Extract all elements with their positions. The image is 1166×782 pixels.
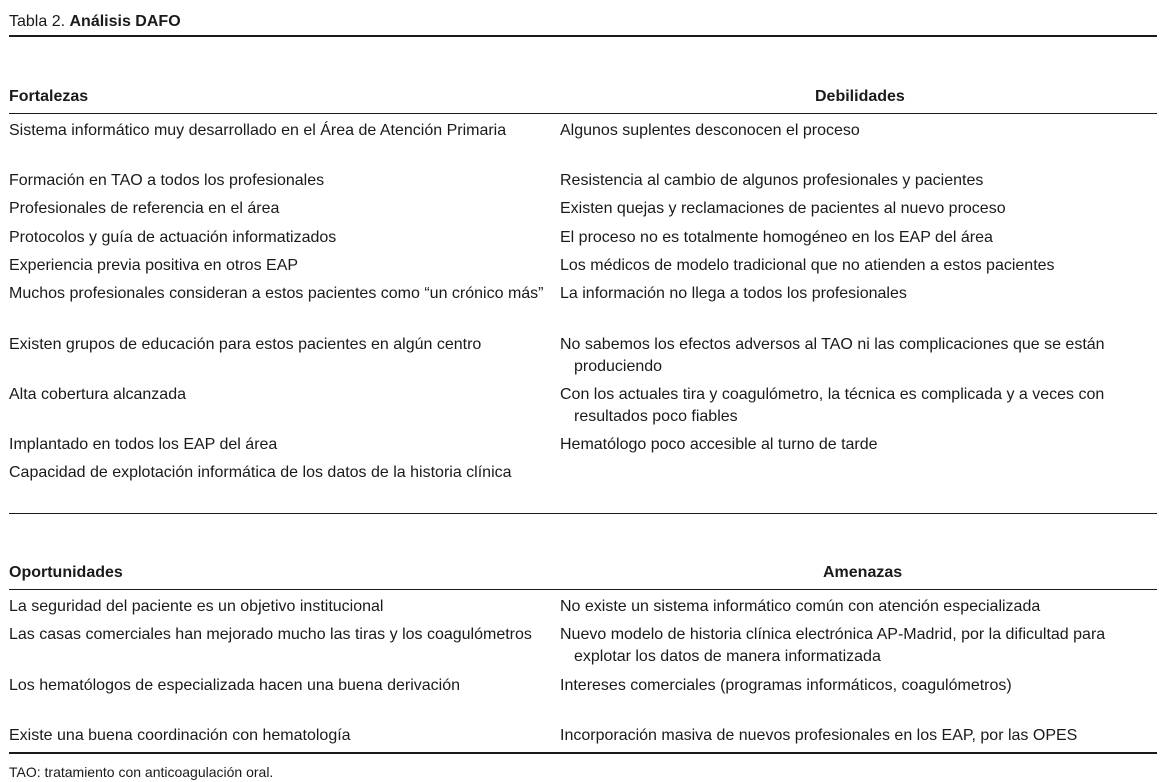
weakness-cell: Los médicos de modelo tradicional que no atienden a estos pacientes	[560, 257, 1055, 274]
table-row	[9, 384, 1157, 434]
strength-cell: Experiencia previa positiva en otros EAP	[9, 257, 299, 274]
header-amenazas: Amenazas	[823, 564, 903, 581]
opportunity-cell: Las casas comerciales han mejorado mucho las tiras y los coagulómetros	[9, 626, 532, 643]
strength-cell: Muchos profesionales consideran a estos pacientes como “un crónico más”	[9, 285, 544, 302]
header-debilidades: Debilidades	[815, 88, 905, 105]
opportunity-cell: Existe una buena coordinación con hematología	[9, 727, 351, 744]
table-caption	[9, 12, 181, 32]
top-rule	[9, 35, 1157, 37]
table-row	[9, 596, 1157, 624]
strength-cell: Profesionales de referencia en el área	[9, 200, 280, 217]
section2-rows	[9, 596, 1157, 751]
table-row	[9, 624, 1157, 675]
table-row	[9, 170, 1157, 198]
weakness-cell: Existen quejas y reclamaciones de pacientes al nuevo proceso	[560, 200, 1006, 217]
opportunity-cell: La seguridad del paciente es un objetivo institucional	[9, 598, 384, 615]
header-fortalezas: Fortalezas	[9, 88, 89, 105]
section1-header-rule	[9, 113, 1157, 114]
table-row	[9, 725, 1157, 751]
table-row	[9, 255, 1157, 283]
weakness-cell	[560, 462, 1157, 506]
table-row	[9, 227, 1157, 255]
weakness-cell: Resistencia al cambio de algunos profesionales y pacientes	[560, 172, 984, 189]
table-row	[9, 434, 1157, 462]
footnote: TAO: tratamiento con anticoagulación oral.	[9, 764, 274, 780]
table-row	[9, 334, 1157, 384]
header-oportunidades: Oportunidades	[9, 564, 123, 581]
table-row	[9, 198, 1157, 227]
strength-cell: Capacidad de explotación informática de los datos de la historia clínica	[9, 464, 512, 481]
opportunity-cell: Los hematólogos de especializada hacen una buena derivación	[9, 677, 460, 694]
weakness-cell: El proceso no es totalmente homogéneo en los EAP del área	[560, 229, 993, 246]
weakness-cell: Hematólogo poco accesible al turno de tarde	[560, 436, 878, 453]
weakness-cell: No sabemos los efectos adversos al TAO ni las complicaciones que se están produciendo	[560, 336, 1105, 375]
strength-cell: Implantado en todos los EAP del área	[9, 436, 278, 453]
weakness-cell: Algunos suplentes desconocen el proceso	[560, 122, 860, 139]
threat-cell: Intereses comerciales (programas informáticos, coagulómetros)	[560, 677, 1012, 694]
strength-cell: Protocolos y guía de actuación informatizados	[9, 229, 337, 246]
table-row	[9, 462, 1157, 506]
threat-cell: Nuevo modelo de historia clínica electrónica AP-Madrid, por la dificultad para explotar los datos de manera informatizada	[560, 626, 1106, 665]
section2-header-rule	[9, 589, 1157, 590]
weakness-cell: La información no llega a todos los profesionales	[560, 285, 907, 302]
section1-bottom-rule	[9, 513, 1157, 514]
dafo-table-figure	[9, 0, 1157, 782]
caption-title: Análisis DAFO	[69, 13, 181, 30]
strength-cell: Sistema informático muy desarrollado en el Área de Atención Primaria	[9, 122, 507, 139]
table-row	[9, 675, 1157, 725]
threat-cell: Incorporación masiva de nuevos profesionales en los EAP, por las OPES	[560, 727, 1078, 744]
strength-cell: Existen grupos de educación para estos pacientes en algún centro	[9, 336, 482, 353]
threat-cell: No existe un sistema informático común con atención especializada	[560, 598, 1041, 615]
strength-cell: Formación en TAO a todos los profesionales	[9, 172, 325, 189]
strength-cell: Alta cobertura alcanzada	[9, 386, 186, 403]
caption-prefix: Tabla 2.	[9, 13, 66, 30]
bottom-rule	[9, 752, 1157, 754]
table-row	[9, 283, 1157, 334]
table-row	[9, 120, 1157, 170]
weakness-cell: Con los actuales tira y coagulómetro, la técnica es complicada y a veces con resultados poco fiables	[560, 386, 1105, 425]
section1-rows	[9, 120, 1157, 506]
